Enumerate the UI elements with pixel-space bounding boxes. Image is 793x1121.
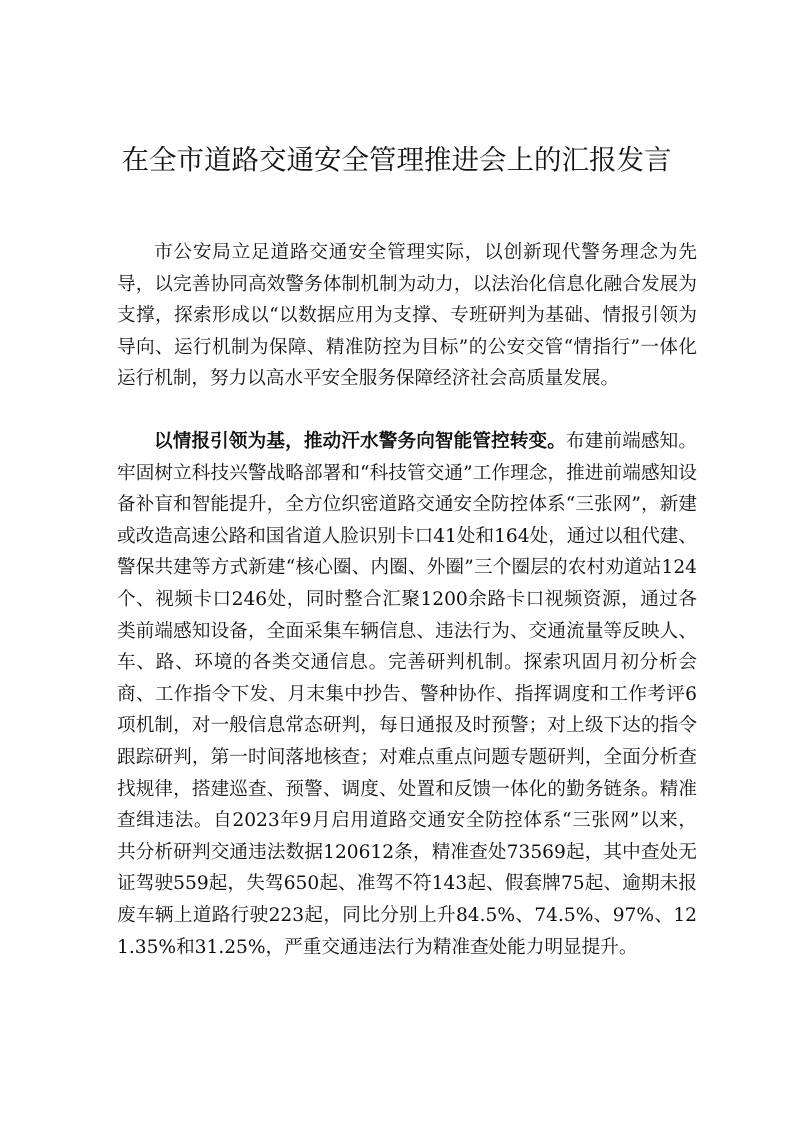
- paragraph-intro: [117, 237, 697, 395]
- paragraph-intro-text: 市公安局立足道路交通安全管理实际，以创新现代警务理念为先导，以完善协同高效警务体制机制为动力，以法治化信息化融合发展为支撑，探索形成以“以数据应用为支撑、专班研判为基础、情报引领为导向、运行机制为保障、精准防控为目标”的公安交管“情指行”一体化运行机制，努力以高水平安全服务保障经济社会高质量发展。: [117, 242, 697, 390]
- paragraph-lead-heading: 以情报引领为基，推动汗水警务向智能管控转变。: [154, 431, 567, 452]
- paragraph-body-text: 布建前端感知。牢固树立科技兴警战略部署和“科技管交通”工作理念，推进前端感知设备补盲和智能提升，全方位织密道路交通安全防控体系“三张网”，新建或改造高速公路和国省道人脸识别卡口41处和164处，通过以租代建、警保共建等方式新建“核心圈、内圈、外圈”三个圈层的农村劝道站124个、视频卡口246处，同时整合汇聚1200余路卡口视频资源，通过各类前端感知设备，全面采集车辆信息、违法行为、交通流量等反映人、车、路、环境的各类交通信息。完善研判机制。探索巩固月初分析会商、工作指令下发、月末集中抄告、警种协作、指挥调度和工作考评6项机制，对一般信息常态研判，每日通报及时预警；对上级下达的指令跟踪研判，第一时间落地核查；对难点重点问题专题研判，全面分析查找规律，搭建巡查、预警、调度、处置和反馈一体化的勤务链条。精准查缉违法。自2023年9月启用道路交通安全防控体系“三张网”以来，共分析研判交通违法数据120612条，精准查处73569起，其中查处无证驾驶559起，失驾650起、准驾不符143起、假套牌75起、逾期未报废车辆上道路行驶223起，同比分别上升84.5%、74.5%、97%、121.35%和31.25%，严重交通违法行为精准查处能力明显提升。: [117, 431, 697, 958]
- paragraph-intelligence-led: [117, 426, 697, 963]
- document-title: 在全市道路交通安全管理推进会上的汇报发言: [121, 144, 672, 176]
